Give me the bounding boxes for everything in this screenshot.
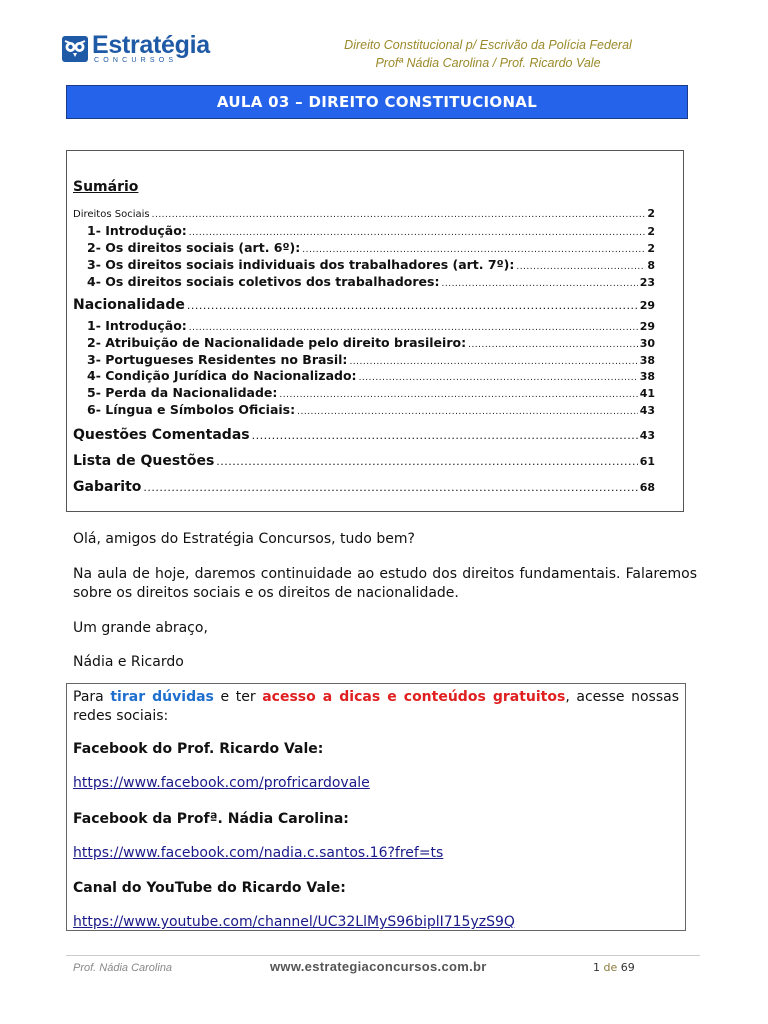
- toc-item-label: Lista de Questões: [73, 453, 215, 469]
- fb-ricardo-label: Facebook do Prof. Ricardo Vale:: [73, 741, 324, 757]
- toc-item[interactable]: [87, 223, 655, 238]
- course-line: Direito Constitucional p/ Escrivão da Polícia Federal: [344, 38, 632, 52]
- toc-item[interactable]: [87, 257, 655, 272]
- highlight-access: acesso a dicas e conteúdos gratuitos: [262, 689, 566, 705]
- youtube-link[interactable]: https://www.youtube.com/channel/UC32LlMyS96biplI715yzS9Q: [73, 914, 515, 930]
- farewell-paragraph: Um grande abraço,: [73, 620, 208, 636]
- toc-item-label: 4- Condição Jurídica do Nacionalizado:: [87, 368, 357, 383]
- table-of-contents: [66, 150, 684, 512]
- toc-item-label: 2- Os direitos sociais (art. 6º):: [87, 240, 301, 255]
- toc-item[interactable]: [87, 385, 655, 400]
- toc-item[interactable]: [73, 427, 655, 443]
- youtube-label: Canal do YouTube do Ricardo Vale:: [73, 880, 346, 896]
- fb-nadia-link[interactable]: https://www.facebook.com/nadia.c.santos.16?fref=ts: [73, 845, 444, 861]
- toc-item-page: 2: [647, 207, 655, 220]
- toc-item-page: 30: [639, 337, 655, 350]
- toc-item-label: 3- Portugueses Residentes no Brasil:: [87, 352, 348, 367]
- brand-logo: [62, 33, 210, 65]
- toc-item-label: 1- Introdução:: [87, 318, 187, 333]
- toc-item-page: 68: [639, 481, 655, 494]
- toc-item-page: 43: [639, 404, 655, 417]
- toc-item[interactable]: [73, 297, 655, 313]
- toc-item-page: 38: [639, 354, 655, 367]
- header-info: [318, 36, 658, 72]
- toc-heading: Sumário: [73, 179, 139, 195]
- fb-ricardo-link[interactable]: https://www.facebook.com/profricardovale: [73, 775, 370, 791]
- highlight-doubts: tirar dúvidas: [110, 689, 214, 705]
- toc-item[interactable]: [87, 402, 655, 417]
- owl-icon: [62, 36, 88, 62]
- toc-item-page: 2: [647, 242, 655, 255]
- professors-line: Profª Nádia Carolina / Prof. Ricardo Vale: [375, 56, 601, 70]
- toc-item-page: 61: [639, 455, 655, 468]
- toc-item-page: 29: [639, 320, 655, 333]
- toc-item-label: 6- Língua e Símbolos Oficiais:: [87, 402, 296, 417]
- lesson-title: AULA 03 – DIREITO CONSTITUCIONAL: [66, 85, 688, 119]
- footer-author: Prof. Nádia Carolina: [73, 962, 173, 974]
- toc-item-page: 23: [639, 276, 655, 289]
- toc-item-label: Nacionalidade: [73, 297, 185, 313]
- toc-item[interactable]: [73, 479, 655, 495]
- footer-website[interactable]: www.estrategiaconcursos.com.br: [270, 959, 487, 974]
- toc-item-label: 4- Os direitos sociais coletivos dos trabalhadores:: [87, 274, 440, 289]
- social-intro: Para tirar dúvidas e ter acesso a dicas e conteúdos gratuitos, acesse nossas redes sociais:: [73, 689, 679, 724]
- logo-subtitle: CONCURSOS: [94, 57, 178, 64]
- toc-item-label: Questões Comentadas: [73, 427, 250, 443]
- toc-item[interactable]: [73, 207, 655, 220]
- toc-item-page: 38: [639, 370, 655, 383]
- fb-nadia-label: Facebook da Profª. Nádia Carolina:: [73, 811, 349, 827]
- toc-item-label: 5- Perda da Nacionalidade:: [87, 385, 278, 400]
- toc-item-page: 2: [647, 225, 655, 238]
- toc-item[interactable]: [87, 352, 655, 367]
- toc-item-page: 43: [639, 429, 655, 442]
- toc-item-label: 1- Introdução:: [87, 223, 187, 238]
- logo-name: Estratégia: [92, 31, 210, 59]
- toc-item-page: 41: [639, 387, 655, 400]
- toc-item[interactable]: [87, 368, 655, 383]
- intro-paragraph: Na aula de hoje, daremos continuidade ao estudo dos direitos fundamentais. Falaremos sobre os direitos sociais e os direitos de nacionalidade.: [73, 566, 697, 601]
- social-media-box: [66, 683, 686, 931]
- greeting-paragraph: Olá, amigos do Estratégia Concursos, tudo bem?: [73, 531, 415, 547]
- footer-divider: [66, 955, 700, 956]
- toc-item[interactable]: [87, 318, 655, 333]
- toc-item-page: 29: [639, 299, 655, 312]
- toc-item-page: 8: [647, 259, 655, 272]
- toc-item[interactable]: [73, 453, 655, 469]
- toc-item[interactable]: [87, 335, 655, 350]
- toc-item-label: 2- Atribuição de Nacionalidade pelo direito brasileiro:: [87, 335, 467, 350]
- toc-item-label: Direitos Sociais: [73, 209, 150, 220]
- toc-item-label: Gabarito: [73, 479, 142, 495]
- signature: Nádia e Ricardo: [73, 654, 184, 670]
- toc-item[interactable]: [87, 274, 655, 289]
- toc-item[interactable]: [87, 240, 655, 255]
- page-number: 1 de 69: [593, 961, 635, 974]
- toc-item-label: 3- Os direitos sociais individuais dos trabalhadores (art. 7º):: [87, 257, 515, 272]
